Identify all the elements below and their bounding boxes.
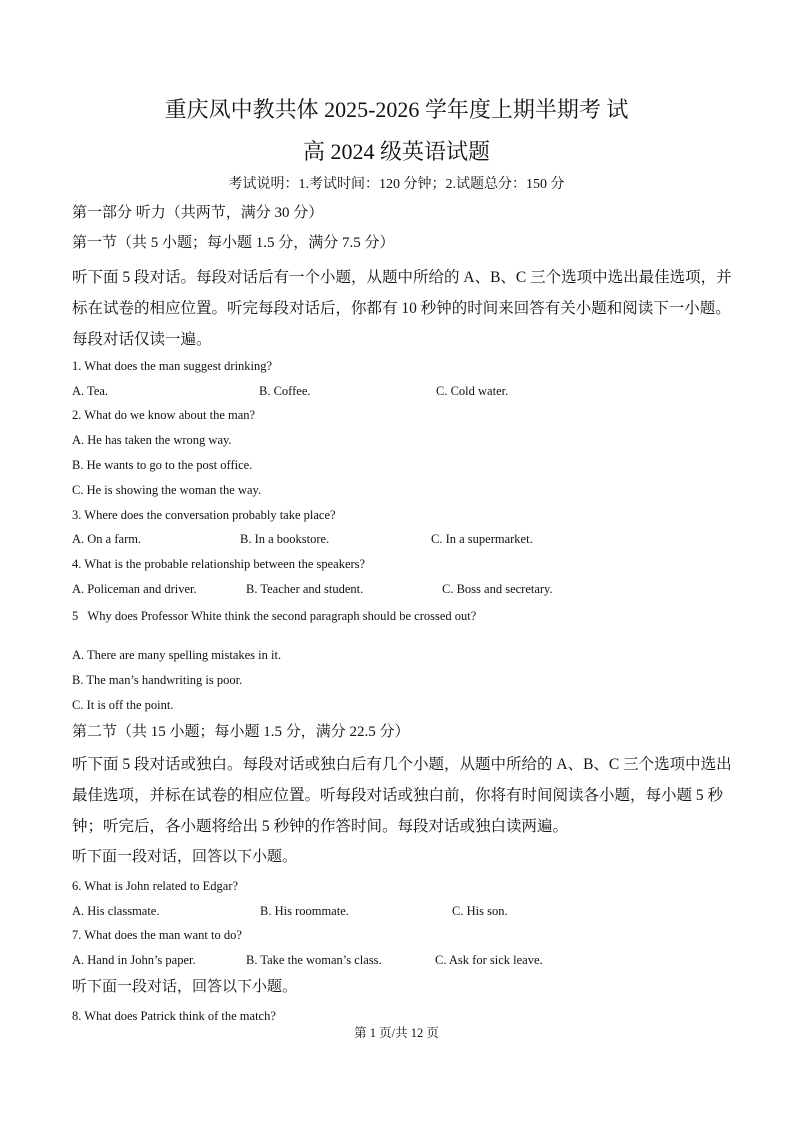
question-5-option-c: C. It is off the point.	[72, 698, 174, 712]
question-4-stem: 4. What is the probable relationship between the speakers?	[72, 557, 366, 571]
question-6-option-b: B. His roommate.	[260, 904, 349, 918]
question-7-option-c: C. Ask for sick leave.	[435, 953, 543, 967]
question-5-option-a: A. There are many spelling mistakes in it.	[72, 648, 282, 662]
exam-title: 重庆凤中教共体 2025-2026 学年度上期半期考 试	[164, 97, 629, 122]
question-7-option-a: A. Hand in John’s paper.	[72, 953, 196, 967]
question-4-option-b: B. Teacher and student.	[246, 582, 364, 596]
section1-heading: 第一节（共 5 小题；每小题 1.5 分，满分 7.5 分）	[72, 235, 395, 251]
exam-subtitle: 高 2024 级英语试题	[302, 139, 490, 164]
section1-instruction: 听下面 5 段对话。每段对话后有一个小题，从题中所给的 A、B、C 三个选项中选出最佳选项，并标在试卷的相应位置。听完每段对话后，你都有 10 秒钟的时间来回答有关小题和阅读下一小题。每段对话仅读一遍。	[72, 269, 732, 348]
question-5-stem: 5 Why does Professor White think the second paragraph should be crossed out?	[72, 609, 477, 623]
question-1-option-b: B. Coffee.	[259, 384, 311, 398]
dialogue-lead-2: 听下面一段对话，回答以下小题。	[72, 979, 298, 995]
page-number: 第 1 页/共 12 页	[354, 1026, 439, 1040]
section2-heading: 第二节（共 15 小题；每小题 1.5 分，满分 22.5 分）	[72, 724, 410, 740]
question-5-option-b: B. The man’s handwriting is poor.	[72, 673, 243, 687]
question-2-stem: 2. What do we know about the man?	[72, 408, 256, 422]
question-2-option-b: B. He wants to go to the post office.	[72, 458, 253, 472]
question-3-option-a: A. On a farm.	[72, 532, 142, 546]
question-3-option-c: C. In a supermarket.	[431, 532, 533, 546]
question-3-stem: 3. Where does the conversation probably take place?	[72, 508, 336, 522]
question-2-option-c: C. He is showing the woman the way.	[72, 483, 262, 497]
question-8-stem: 8. What does Patrick think of the match?	[72, 1009, 276, 1023]
part1-heading: 第一部分 听力（共两节，满分 30 分）	[72, 205, 324, 221]
question-2-option-a: A. He has taken the wrong way.	[72, 433, 232, 447]
question-4-option-c: C. Boss and secretary.	[442, 582, 553, 596]
question-6-stem: 6. What is John related to Edgar?	[72, 879, 239, 893]
question-1-option-c: C. Cold water.	[436, 384, 509, 398]
question-4-option-a: A. Policeman and driver.	[72, 582, 197, 596]
question-6-option-c: C. His son.	[452, 904, 508, 918]
dialogue-lead-1: 听下面一段对话，回答以下小题。	[72, 849, 298, 865]
question-1-option-a: A. Tea.	[72, 384, 109, 398]
question-3-option-b: B. In a bookstore.	[240, 532, 330, 546]
section2-instruction: 听下面 5 段对话或独白。每段对话或独白后有几个小题，从题中所给的 A、B、C 三个选项中选出最佳选项，并标在试卷的相应位置。听每段对话或独白前，你将有时间阅读各小题，每小题 5 秒钟；听完后，各小题将给出 5 秒钟的作答时间。每段对话或独白读两遍。	[72, 756, 732, 835]
question-6-option-a: A. His classmate.	[72, 904, 160, 918]
question-7-option-b: B. Take the woman’s class.	[246, 953, 382, 967]
question-7-stem: 7. What does the man want to do?	[72, 928, 242, 942]
exam-note: 考试说明：1.考试时间：120 分钟；2.试题总分：150 分	[228, 177, 565, 192]
question-1-stem: 1. What does the man suggest drinking?	[72, 359, 273, 373]
